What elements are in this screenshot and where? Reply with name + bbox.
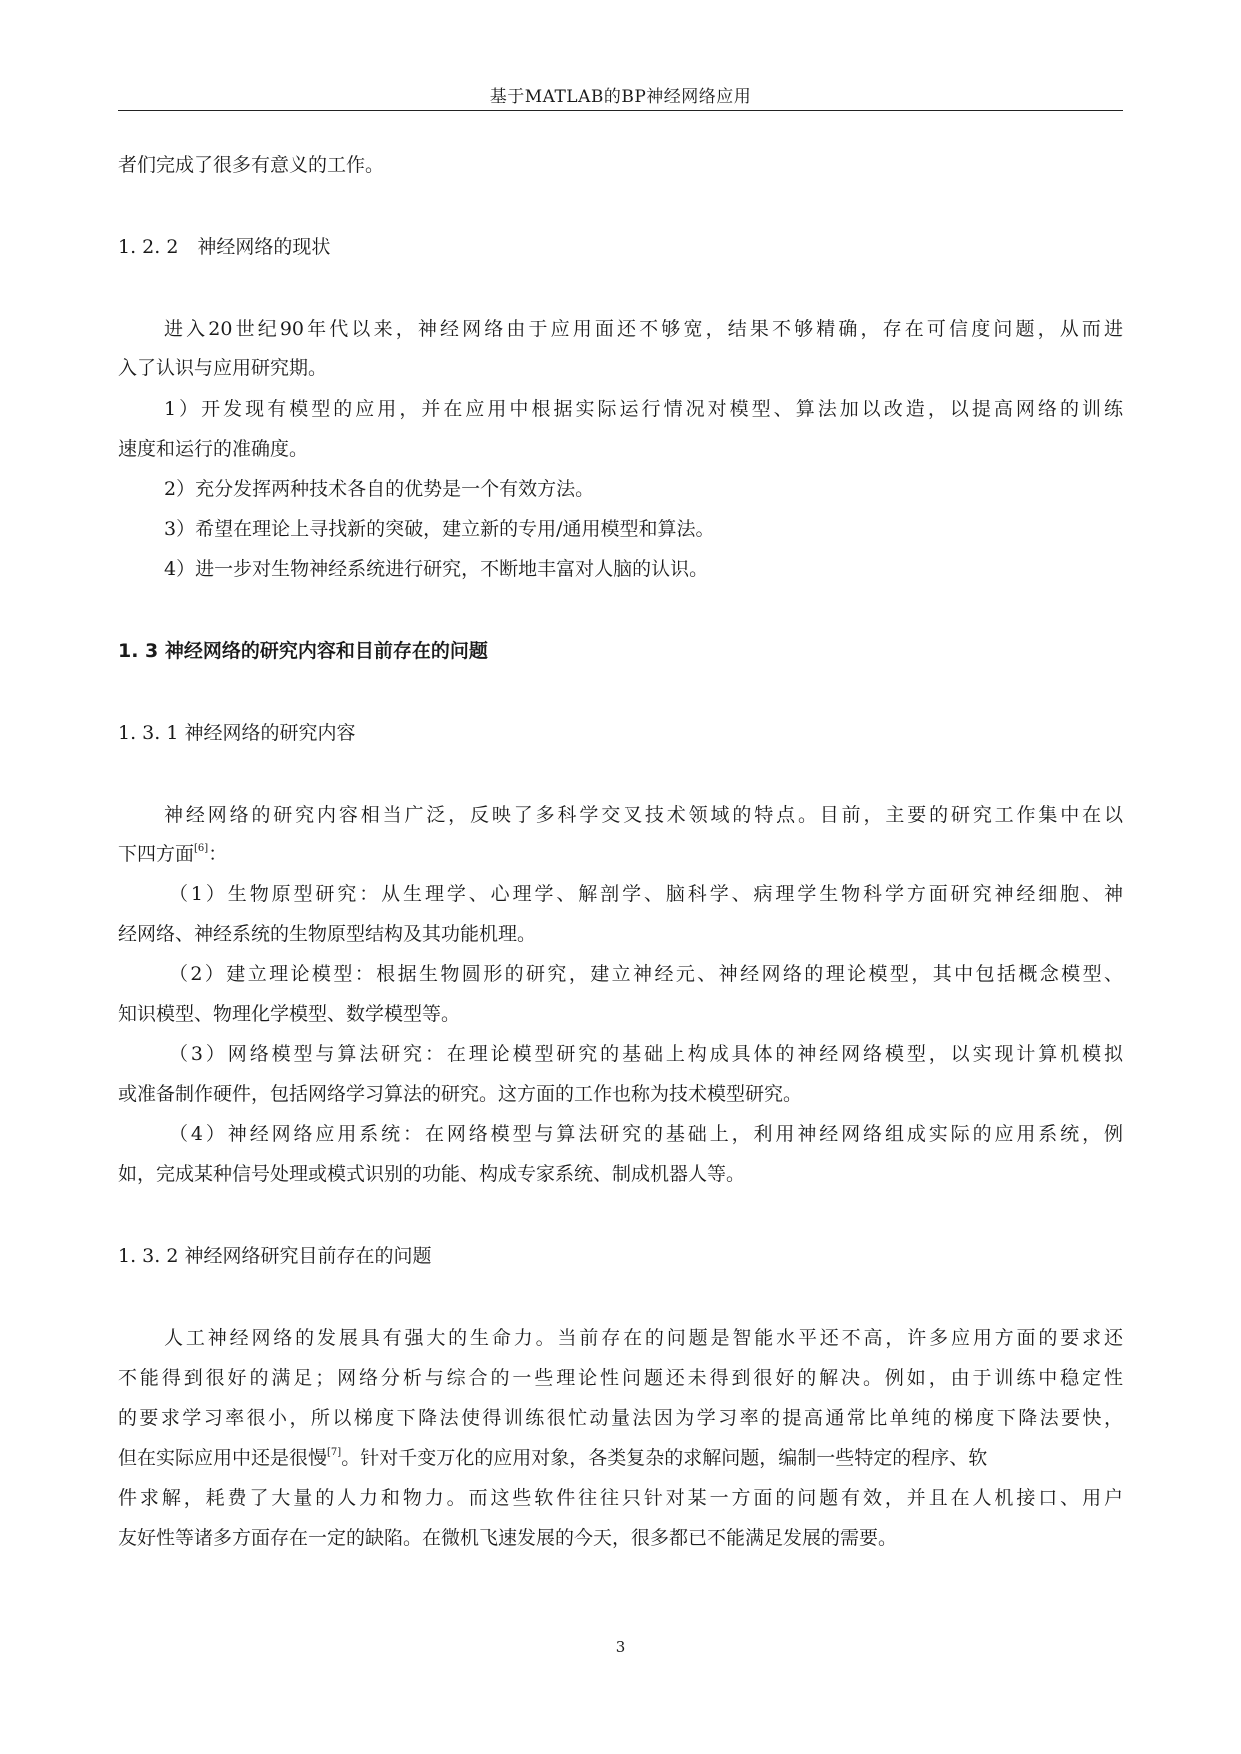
paragraph-text: ： xyxy=(208,843,228,865)
paragraph-text: 。针对千变万化的应用对象，各类复杂的求解问题，编制一些特定的程序、软 xyxy=(341,1447,988,1469)
header-rule xyxy=(118,110,1123,111)
citation-reference: [6] xyxy=(194,843,209,854)
paragraph-continuation: 者们完成了很多有意义的工作。 xyxy=(118,154,385,176)
paragraph-text: 下四方面 xyxy=(118,843,195,865)
paragraph-line xyxy=(118,1444,1123,1476)
paragraph-line: 件求解，耗费了大量的人力和物力。而这些软件往往只针对某一方面的问题有效，并且在人机接口、用户 xyxy=(118,1487,1123,1509)
list-item: （1）生物原型研究：从生理学、心理学、解剖学、脑科学、病理学生物科学方面研究神经细胞、神 xyxy=(169,883,1123,905)
list-item: 3）希望在理论上寻找新的突破，建立新的专用/通用模型和算法。 xyxy=(164,518,715,540)
list-item: 1）开发现有模型的应用，并在应用中根据实际运行情况对模型、算法加以改造，以提高网络的训练 xyxy=(164,398,1123,420)
section-heading-1-3: 1. 3 神经网络的研究内容和目前存在的问题 xyxy=(118,640,488,662)
paragraph-line: 入了认识与应用研究期。 xyxy=(118,357,328,379)
subsection-heading-1-2-2: 1. 2. 2 神经网络的现状 xyxy=(118,236,331,258)
running-header: 基于MATLAB的BP神经网络应用 xyxy=(489,87,752,107)
list-item-continuation: 速度和运行的准确度。 xyxy=(118,438,309,460)
list-item-continuation: 经网络、神经系统的生物原型结构及其功能机理。 xyxy=(118,923,537,945)
list-item: 4）进一步对生物神经系统进行研究，不断地丰富对人脑的认识。 xyxy=(164,558,709,580)
list-item: 2）充分发挥两种技术各自的优势是一个有效方法。 xyxy=(164,478,595,500)
paragraph-line: 友好性等诸多方面存在一定的缺陷。在微机飞速发展的今天，很多都已不能满足发展的需要。 xyxy=(118,1527,898,1549)
paragraph-text: 但在实际应用中还是很慢 xyxy=(118,1447,328,1469)
paragraph-line: 神经网络的研究内容相当广泛，反映了多科学交叉技术领域的特点。目前，主要的研究工作集中在以 xyxy=(164,804,1123,826)
citation-reference: [7] xyxy=(327,1447,342,1458)
list-item-continuation: 知识模型、物理化学模型、数学模型等。 xyxy=(118,1003,461,1025)
list-item-continuation: 如，完成某种信号处理或模式识别的功能、构成专家系统、制成机器人等。 xyxy=(118,1163,746,1185)
paragraph-line: 进入20世纪90年代以来，神经网络由于应用面还不够宽，结果不够精确，存在可信度问题，从而进 xyxy=(164,318,1123,340)
list-item: （2）建立理论模型：根据生物圆形的研究，建立神经元、神经网络的理论模型，其中包括概念模型、 xyxy=(169,963,1123,985)
subsection-heading-1-3-1: 1. 3. 1 神经网络的研究内容 xyxy=(118,722,356,744)
paragraph-line xyxy=(118,840,1123,872)
paragraph-line: 的要求学习率很小，所以梯度下降法使得训练很忙动量法因为学习率的提高通常比单纯的梯度下降法要快， xyxy=(118,1407,1123,1429)
paragraph-line: 不能得到很好的满足；网络分析与综合的一些理论性问题还未得到很好的解决。例如，由于训练中稳定性 xyxy=(118,1367,1123,1389)
subsection-heading-1-3-2: 1. 3. 2 神经网络研究目前存在的问题 xyxy=(118,1245,432,1267)
list-item: （4）神经网络应用系统：在网络模型与算法研究的基础上，利用神经网络组成实际的应用系统，例 xyxy=(169,1123,1123,1145)
page-number: 3 xyxy=(615,1638,626,1656)
list-item: （3）网络模型与算法研究：在理论模型研究的基础上构成具体的神经网络模型，以实现计算机模拟 xyxy=(169,1043,1123,1065)
paragraph-line: 人工神经网络的发展具有强大的生命力。当前存在的问题是智能水平还不高，许多应用方面的要求还 xyxy=(164,1327,1123,1349)
list-item-continuation: 或准备制作硬件，包括网络学习算法的研究。这方面的工作也称为技术模型研究。 xyxy=(118,1083,803,1105)
